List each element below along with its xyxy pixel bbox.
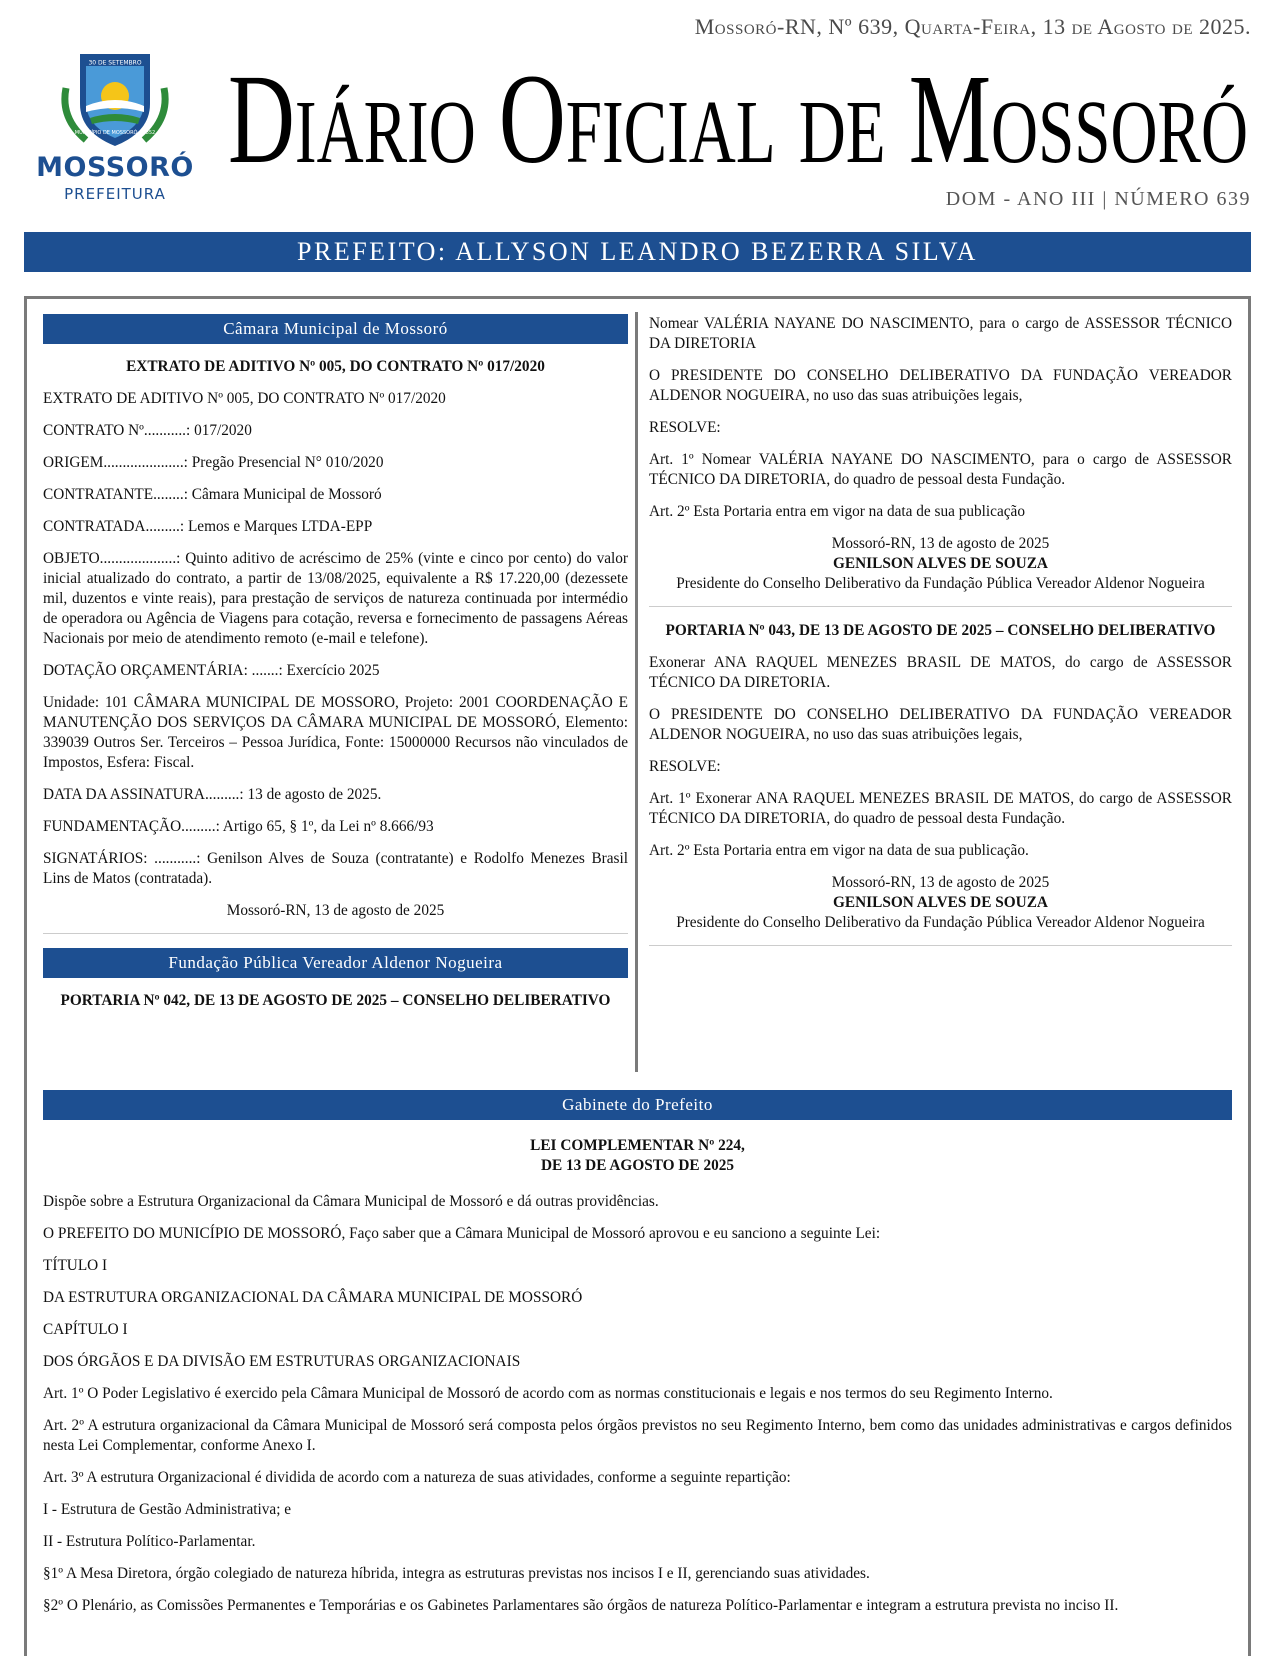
- newspaper-title: [228, 30, 1254, 195]
- lei-para: DA ESTRUTURA ORGANIZACIONAL DA CÂMARA MUNICIPAL DE MOSSORÓ: [43, 1289, 583, 1306]
- city-seal-icon: [26, 48, 204, 148]
- portaria-042-signature: [649, 534, 1232, 594]
- extrato-para: Unidade: 101 CÂMARA MUNICIPAL DE MOSSORO, Projeto: 2001 COORDENAÇÃO E MANUTENÇÃO DOS SERVIÇOS DA CÂMARA MUNICIPAL DE MOSSORÓ, Elemento: 339039 Outros Ser. Terceiros – Pessoa Jurídica, Fonte: 15000000 Recursos não vinculados de Impostos, Esfera: Fiscal.: [43, 694, 628, 771]
- portaria-042-para: RESOLVE:: [649, 419, 721, 436]
- lei-para: I - Estrutura de Gestão Administrativa; e: [43, 1501, 292, 1518]
- extrato-para: DATA DA ASSINATURA.........: 13 de agosto de 2025.: [43, 786, 382, 803]
- portaria-042-para: Art. 1º Nomear VALÉRIA NAYANE DO NASCIMENTO, para o cargo de ASSESSOR TÉCNICO DA DIRETORIA, do quadro de pessoal desta Fundação.: [649, 451, 1232, 488]
- portaria-042-para: O PRESIDENTE DO CONSELHO DELIBERATIVO DA FUNDAÇÃO VEREADOR ALDENOR NOGUEIRA, no uso das suas atribuições legais,: [649, 367, 1232, 404]
- prefeitura-logo: [26, 48, 204, 208]
- extrato-place-date: Mossoró-RN, 13 de agosto de 2025: [226, 902, 445, 919]
- title-text: Diário Oficial de Mossoró: [228, 48, 1248, 190]
- signature-date: Mossoró-RN, 13 de agosto de 2025: [831, 535, 1050, 552]
- lei-para: II - Estrutura Político-Parlamentar.: [43, 1533, 256, 1550]
- lei-para: CAPÍTULO I: [43, 1321, 128, 1338]
- mayor-banner: PREFEITO: ALLYSON LEANDRO BEZERRA SILVA: [24, 232, 1251, 272]
- extrato-para: SIGNATÁRIOS: ...........: Genilson Alves de Souza (contratante) e Rodolfo Menezes Brasil Lins de Matos (contratada).: [43, 850, 628, 887]
- portaria-042-para: Art. 2º Esta Portaria entra em vigor na data de sua publicação: [649, 503, 1025, 520]
- signer-role: Presidente do Conselho Deliberativo da Fundação Pública Vereador Aldenor Nogueira: [676, 914, 1205, 931]
- portaria-043-para: O PRESIDENTE DO CONSELHO DELIBERATIVO DA FUNDAÇÃO VEREADOR ALDENOR NOGUEIRA, no uso das suas atribuições legais,: [649, 706, 1232, 743]
- divider: [649, 945, 1232, 946]
- signer-name: GENILSON ALVES DE SOUZA: [833, 555, 1048, 572]
- portaria-042-para: Nomear VALÉRIA NAYANE DO NASCIMENTO, para o cargo de ASSESSOR TÉCNICO DA DIRETORIA: [649, 315, 1232, 352]
- right-column: [649, 314, 1232, 960]
- lei-para: §2º O Plenário, as Comissões Permanentes e Temporárias e os Gabinetes Parlamentares são órgãos de natureza Político-Parlamentar e integram a estrutura prevista no inciso II.: [43, 1597, 1119, 1614]
- masthead-date-line: Mossoró-RN, Nº 639, Quarta-Feira, 13 de Agosto de 2025.: [694, 14, 1251, 39]
- portaria-043-para: Art. 2º Esta Portaria entra em vigor na data de sua publicação.: [649, 842, 1029, 859]
- edition-number: DOM - ANO III | NÚMERO 639: [945, 188, 1251, 210]
- signer-role: Presidente do Conselho Deliberativo da Fundação Pública Vereador Aldenor Nogueira: [676, 575, 1205, 592]
- lei-para: O PREFEITO DO MUNICÍPIO DE MOSSORÓ, Faço saber que a Câmara Municipal de Mossoró aprovou e eu sanciono a seguinte Lei:: [43, 1225, 881, 1242]
- portaria-042-title: PORTARIA Nº 042, DE 13 DE AGOSTO DE 2025 – CONSELHO DELIBERATIVO: [60, 992, 611, 1009]
- divider: [43, 933, 628, 934]
- left-column: [43, 314, 628, 1023]
- lei-para: Art. 2º A estrutura organizacional da Câmara Municipal de Mossoró será composta pelos órgãos previstos no seu Regimento Interno, bem como das unidades administrativas e cargos definidos nesta Lei Complementar, conforme Anexo I.: [43, 1417, 1232, 1454]
- portaria-043-para: Exonerar ANA RAQUEL MENEZES BRASIL DE MATOS, do cargo de ASSESSOR TÉCNICO DA DIRETORIA.: [649, 654, 1232, 691]
- section-header-camara: Câmara Municipal de Mossoró: [43, 314, 628, 344]
- section-header-fundacao: Fundação Pública Vereador Aldenor Nogueira: [43, 948, 628, 978]
- portaria-043-para: RESOLVE:: [649, 758, 721, 775]
- logo-wordmark: MOSSORÓ: [36, 152, 194, 183]
- extrato-para: EXTRATO DE ADITIVO Nº 005, DO CONTRATO Nº 017/2020: [43, 390, 446, 407]
- lei-para: TÍTULO I: [43, 1257, 108, 1274]
- extrato-para: ORIGEM.....................: Pregão Presencial N° 010/2020: [43, 454, 384, 471]
- extrato-body: [43, 389, 628, 889]
- portaria-043-title: PORTARIA Nº 043, DE 13 DE AGOSTO DE 2025 – CONSELHO DELIBERATIVO: [665, 622, 1216, 639]
- gabinete-section: [43, 1090, 1232, 1628]
- lei-para: Art. 3º A estrutura Organizacional é dividida de acordo com a natureza de suas atividades, conforme a seguinte repartição:: [43, 1469, 791, 1486]
- extrato-para: CONTRATADA.........: Lemos e Marques LTDA-EPP: [43, 518, 373, 535]
- column-divider: [635, 312, 638, 1072]
- lei-para: Art. 1º O Poder Legislativo é exercido pela Câmara Municipal de Mossoró de acordo com as normas constitucionais e legais e nos termos do seu Regimento Interno.: [43, 1385, 1053, 1402]
- seal-bottom-text: MUNICÍPIO DE MOSSORÓ - 1852: [74, 130, 156, 136]
- extrato-title: EXTRATO DE ADITIVO Nº 005, DO CONTRATO Nº 017/2020: [126, 358, 545, 375]
- portaria-043-para: Art. 1º Exonerar ANA RAQUEL MENEZES BRASIL DE MATOS, do cargo de ASSESSOR TÉCNICO DA DIRETORIA, do quadro de pessoal desta Fundação.: [649, 790, 1232, 827]
- extrato-para: FUNDAMENTAÇÃO.........: Artigo 65, § 1º, da Lei nº 8.666/93: [43, 818, 434, 835]
- lei-title-line1: LEI COMPLEMENTAR Nº 224,: [530, 1137, 745, 1154]
- portaria-043-signature: [649, 873, 1232, 933]
- extrato-para: OBJETO....................: Quinto aditivo de acréscimo de 25% (vinte e cinco por cento) do valor inicial atualizado do contrato, a partir de 13/08/2025, equivalente a R$ 17.220,00 (dezessete mil, duzentos e vinte reais), para prestação de serviços de natureza continuada por intermédio de operadora ou Agência de Viagens para cotação, reversa e fornecimento de passagens Aéreas Nacionais por meio de atendimento remoto (e-mail e telefone).: [43, 550, 628, 647]
- signer-name: GENILSON ALVES DE SOUZA: [833, 894, 1048, 911]
- lei-para: DOS ÓRGÃOS E DA DIVISÃO EM ESTRUTURAS ORGANIZACIONAIS: [43, 1353, 521, 1370]
- lei-para: Dispõe sobre a Estrutura Organizacional da Câmara Municipal de Mossoró e dá outras providências.: [43, 1193, 659, 1210]
- divider: [649, 606, 1232, 607]
- logo-subtitle: PREFEITURA: [64, 185, 166, 203]
- lei-para: §1º A Mesa Diretora, órgão colegiado de natureza híbrida, integra as estruturas previstas nos incisos I e II, gerenciando suas atividades.: [43, 1565, 870, 1582]
- signature-date: Mossoró-RN, 13 de agosto de 2025: [831, 874, 1050, 891]
- extrato-para: DOTAÇÃO ORÇAMENTÁRIA: .......: Exercício 2025: [43, 662, 380, 679]
- lei-title-line2: DE 13 DE AGOSTO DE 2025: [540, 1157, 735, 1174]
- extrato-para: CONTRATANTE........: Câmara Municipal de Mossoró: [43, 486, 382, 503]
- extrato-para: CONTRATO Nº...........: 017/2020: [43, 422, 252, 439]
- seal-top-text: 30 DE SETEMBRO: [88, 59, 142, 67]
- section-header-gabinete: Gabinete do Prefeito: [43, 1090, 1232, 1120]
